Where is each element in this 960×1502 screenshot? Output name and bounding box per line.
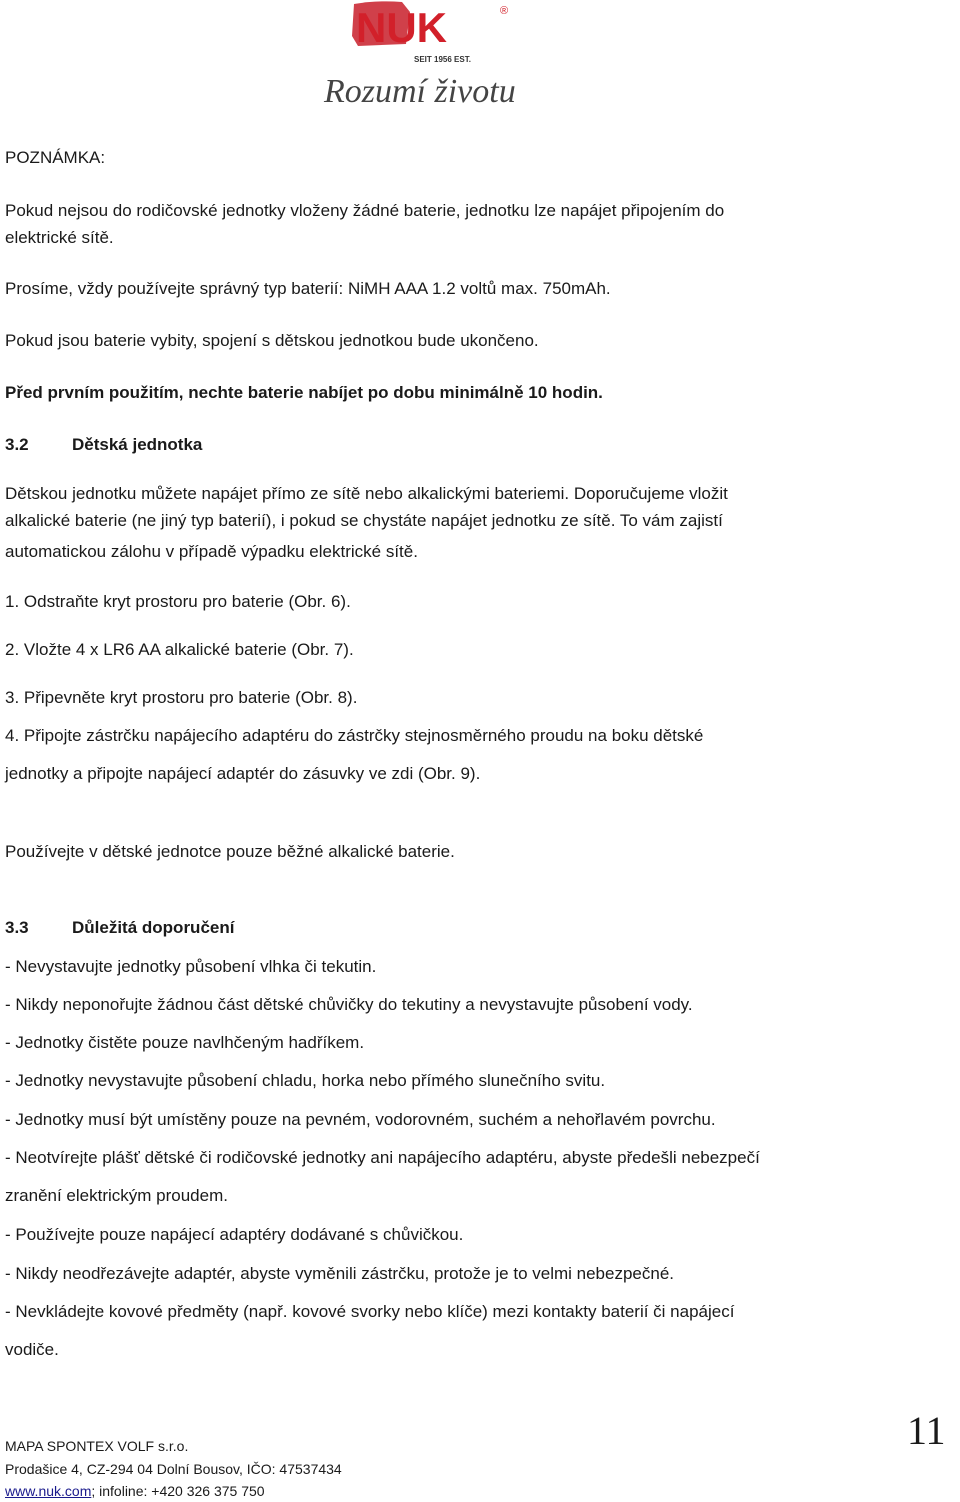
footer-infoline: ; infoline: +420 326 375 750 [91, 1483, 265, 1499]
note-paragraph-4: Před prvním použitím, nechte baterie nabíjet po dobu minimálně 10 hodin. [5, 383, 603, 402]
section-3-2-number: 3.2 [5, 435, 29, 454]
step-3: 3. Připevněte kryt prostoru pro baterie (Obr. 8). [5, 688, 358, 707]
website-link[interactable]: www.nuk.com [5, 1483, 92, 1499]
step-2: 2. Vložte 4 x LR6 AA alkalické baterie (Obr. 7). [5, 640, 354, 659]
recommendation-item: - Nikdy neodřezávejte adaptér, abyste vyměnili zástrčku, protože je to velmi nebezpečné. [5, 1264, 675, 1283]
footer-address: Prodašice 4, CZ-294 04 Dolní Bousov, IČO: 47537434 [5, 1461, 342, 1477]
slogan: Rozumí životu [324, 73, 516, 110]
since-label: SEIT 1956 EST. [414, 55, 471, 64]
recommendation-item: - Jednotky nevystavujte působení chladu, horka nebo přímého slunečního svitu. [5, 1071, 606, 1090]
recommendation-item: - Jednotky musí být umístěny pouze na pevném, vodorovném, suchém a nehořlavém povrchu. [5, 1110, 716, 1129]
footer-contact [5, 1482, 265, 1500]
section-3-2-intro-line-1: Dětskou jednotku můžete napájet přímo ze sítě nebo alkalickými bateriemi. Doporučujeme vložit [5, 484, 728, 503]
section-3-2-intro-line-2: alkalické baterie (ne jiný typ baterií), i pokud se chystáte napájet jednotku ze sítě. To vám zajistí [5, 511, 723, 530]
note-title: POZNÁMKA: [5, 148, 106, 167]
page-number: 11 [907, 1408, 946, 1453]
step-1: 1. Odstraňte kryt prostoru pro baterie (Obr. 6). [5, 592, 351, 611]
step-4-line-2: jednotky a připojte napájecí adaptér do zásuvky ve zdi (Obr. 9). [5, 764, 481, 783]
alkaline-note: Používejte v dětské jednotce pouze běžné alkalické baterie. [5, 842, 455, 861]
recommendation-item: vodiče. [5, 1340, 59, 1359]
note-paragraph-1-line-2: elektrické sítě. [5, 228, 114, 247]
recommendation-item: - Používejte pouze napájecí adaptéry dodávané s chůvičkou. [5, 1225, 464, 1244]
recommendation-item: - Neotvírejte plášť dětské či rodičovské jednotky ani napájecího adaptéru, abyste předešli nebezpečí [5, 1148, 760, 1167]
recommendation-item: zranění elektrickým proudem. [5, 1186, 228, 1205]
recommendation-item: - Nikdy neponořujte žádnou část dětské chůvičky do tekutiny a nevystavujte působení vody. [5, 995, 693, 1014]
note-paragraph-3: Pokud jsou baterie vybity, spojení s dětskou jednotkou bude ukončeno. [5, 331, 539, 350]
nuk-logo-graphic [318, 0, 554, 112]
section-3-2-intro-line-3: automatickou zálohu v případě výpadku elektrické sítě. [5, 542, 418, 561]
recommendation-item: - Jednotky čistěte pouze navlhčeným hadříkem. [5, 1033, 365, 1052]
step-4-line-1: 4. Připojte zástrčku napájecího adaptéru do zástrčky stejnosměrného proudu na boku dětské [5, 726, 704, 745]
recommendation-item: - Nevystavujte jednotky působení vlhka či tekutin. [5, 957, 377, 976]
section-3-2-title: Dětská jednotka [72, 435, 203, 454]
recommendation-item: - Nevkládejte kovové předměty (např. kovové svorky nebo klíče) mezi kontakty baterií či napájecí [5, 1302, 735, 1321]
note-paragraph-2: Prosíme, vždy používejte správný typ baterií: NiMH AAA 1.2 voltů max. 750mAh. [5, 279, 611, 298]
registered-mark: ® [500, 5, 509, 17]
section-3-3-number: 3.3 [5, 918, 29, 937]
footer-company: MAPA SPONTEX VOLF s.r.o. [5, 1438, 189, 1454]
nuk-logo [318, 0, 554, 112]
section-3-3-title: Důležitá doporučení [72, 918, 235, 937]
brand-name: NUK [356, 4, 447, 51]
note-paragraph-1-line-1: Pokud nejsou do rodičovské jednotky vloženy žádné baterie, jednotku lze napájet připojením do [5, 201, 725, 220]
